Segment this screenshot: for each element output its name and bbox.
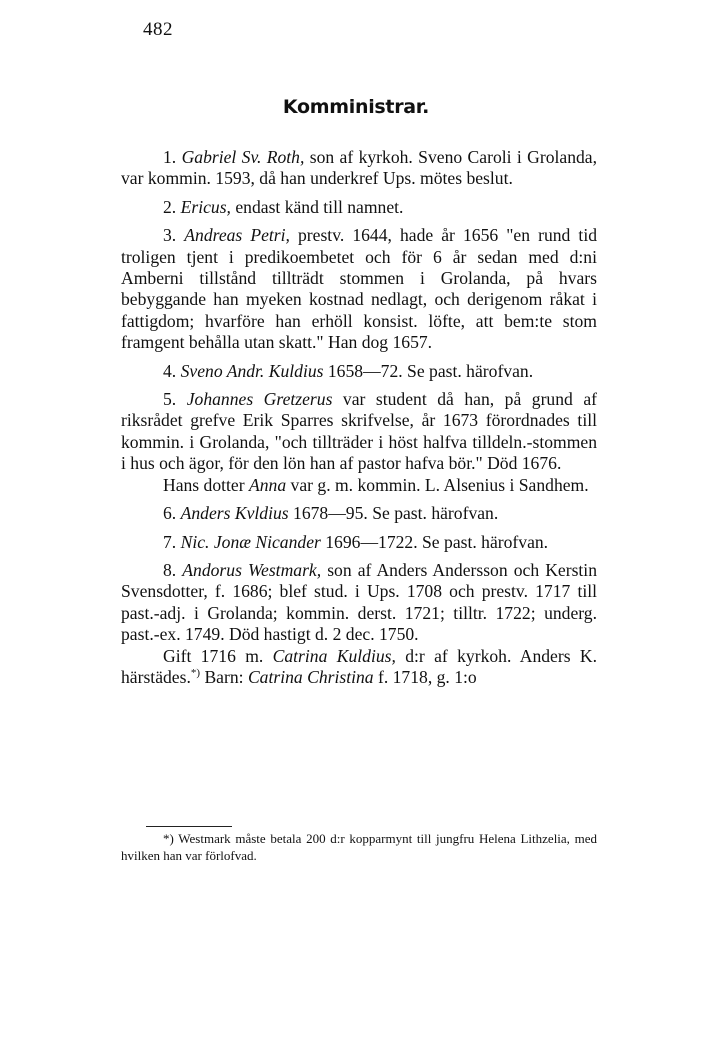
person-name: Catrina Kuldius, xyxy=(272,645,396,666)
person-name: Andorus Westmark, xyxy=(182,559,322,580)
entry-number: 4. xyxy=(163,360,177,381)
entry-5 xyxy=(121,389,597,475)
entry-3 xyxy=(121,225,597,353)
person-name: Johannes Gretzerus xyxy=(186,389,333,410)
entry-text: son af Anders Andersson och Kerstin Svensdotter, f. 1686; blef stud. i Ups. 1708 och prestv. 1717 till past.-adj. i Grolanda; kommin. derst. 1721; tilltr. 1722; underg. past.-ex. 1749. Död hastigt d. 2 dec. 1750. xyxy=(121,559,597,645)
entry-number: 7. xyxy=(163,531,177,552)
entry-prefix: Hans dotter xyxy=(163,474,249,495)
body-text xyxy=(121,147,597,695)
entry-8 xyxy=(121,560,597,646)
entry-8-note xyxy=(121,646,597,689)
entry-4 xyxy=(121,361,597,382)
footnote-divider xyxy=(146,826,232,827)
person-name: Andreas Petri, xyxy=(184,225,290,246)
entry-6 xyxy=(121,503,597,524)
entry-1 xyxy=(121,147,597,190)
entry-text-continued: Barn: xyxy=(200,666,248,687)
section-heading: Komministrar. xyxy=(282,96,430,118)
person-name: Nic. Jonæ Nicander xyxy=(180,531,321,552)
footnote-reference: *) xyxy=(190,667,201,680)
entry-text: d:r af kyrkoh. Anders K. härstädes. xyxy=(121,645,597,687)
entry-text: 1658—72. Se past. härofvan. xyxy=(323,360,534,381)
entry-5-note xyxy=(121,475,597,496)
entry-number: 8. xyxy=(163,559,177,580)
footnote-text: Westmark måste betala 200 d:r kopparmynt till jungfru Helena Lithzelia, med hvilken han var förlofvad. xyxy=(121,831,597,863)
entry-text-tail: f. 1718, g. 1:o xyxy=(373,666,477,687)
entry-7 xyxy=(121,532,597,553)
entry-number: 2. xyxy=(163,196,177,217)
entry-prefix: Gift 1716 m. xyxy=(163,645,273,666)
entry-text: var student då han, på grund af riksrådet grefve Erik Sparres skrifvelse, år 1673 förordnades till kommin. i Grolanda, "och tillträder i höst halfva tilldeln.-stommen i hus och ägor, för den lön han af pastor hafva bör." Död 1676. xyxy=(121,389,597,474)
child-name: Catrina Christina xyxy=(247,666,374,687)
entry-text: 1678—95. Se past. härofvan. xyxy=(288,503,499,524)
footnote xyxy=(121,830,597,864)
person-name: Sveno Andr. Kuldius xyxy=(180,360,324,381)
entry-number: 5. xyxy=(163,389,177,410)
entry-number: 3. xyxy=(163,225,177,246)
person-name: Gabriel Sv. Roth, xyxy=(181,147,305,167)
entry-text: endast känd till namnet. xyxy=(230,196,404,217)
person-name: Anders Kvldius xyxy=(180,503,289,524)
entry-text: var g. m. kommin. L. Alsenius i Sandhem. xyxy=(286,474,589,495)
footnote-marker: *) xyxy=(163,831,174,846)
entry-number: 1. xyxy=(163,147,177,167)
page-number: 482 xyxy=(143,19,173,40)
entry-number: 6. xyxy=(163,503,177,524)
entry-text: son af kyrkoh. Sveno Caroli i Grolanda, var kommin. 1593, då han underkref Ups. mötes beslut. xyxy=(121,147,597,189)
entry-text: prestv. 1644, hade år 1656 "en rund tid troligen tjent i predikoembetet och för 6 år sedan med d:ni Amberni tillstånd tillträdt stommen i Grolanda, på hvars bebyggande han myeken kostnad nedlagt, och derigenom råkat i fattigdom; hvarföre han erhöll konsist. löfte, att bem:te stom framgent behålla utan skatt." Han dog 1657. xyxy=(121,225,597,353)
entry-2 xyxy=(121,197,597,218)
person-name: Anna xyxy=(249,474,287,495)
entry-text: 1696—1722. Se past. härofvan. xyxy=(320,531,549,552)
person-name: Ericus, xyxy=(180,196,231,217)
